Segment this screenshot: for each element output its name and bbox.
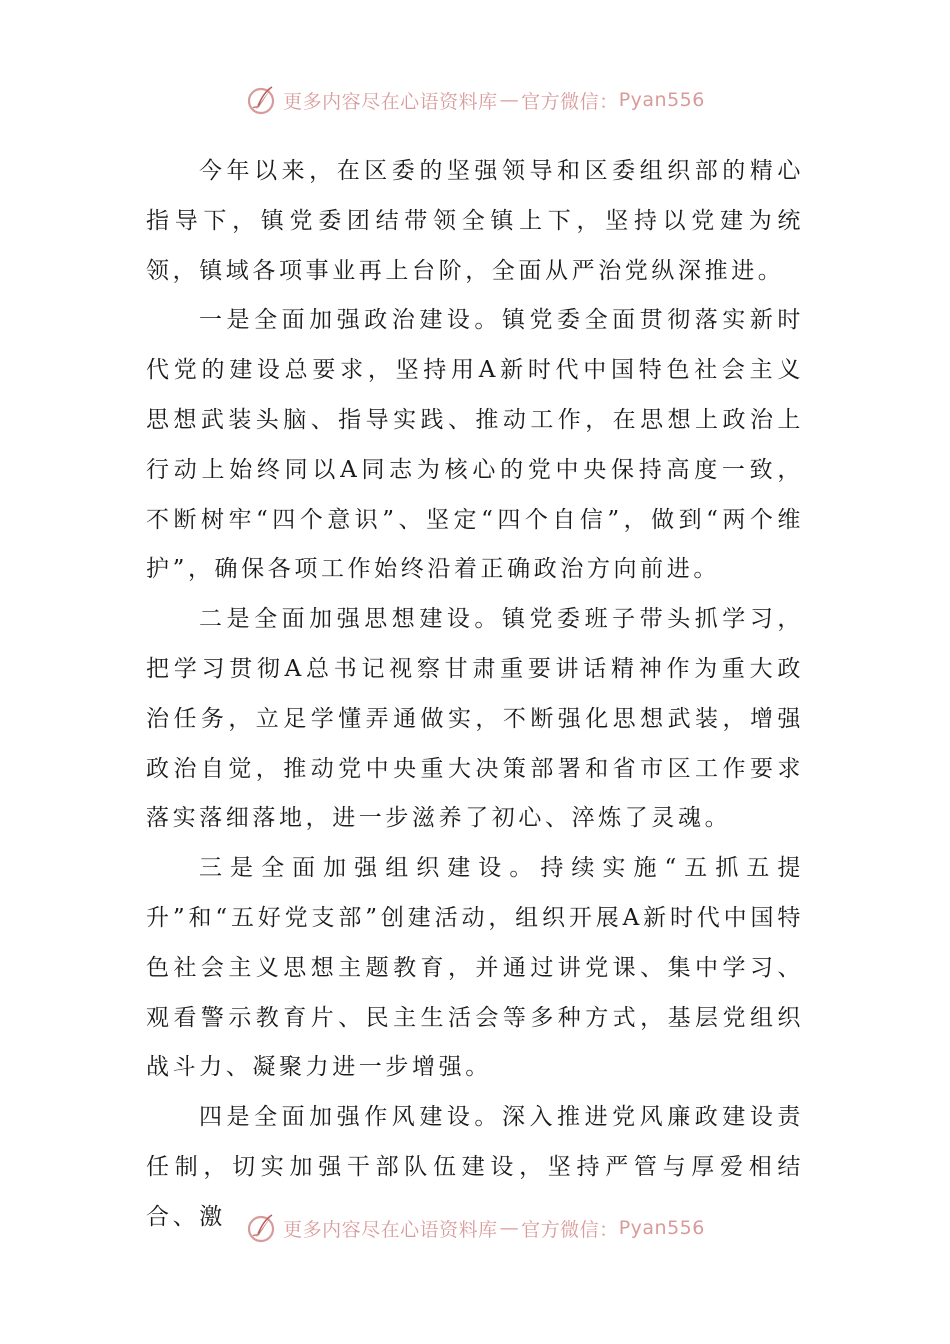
watermark-separator: — [499, 1217, 520, 1239]
watermark-contact-label: 官方微信： [521, 90, 619, 113]
quill-logo-icon [245, 1212, 277, 1244]
paragraph-work-style-building: 四是全面加强作风建设。深入推进党风廉政建设责任制，切实加强干部队伍建设，坚持严管与厚爱相结合、激 [146, 1104, 804, 1230]
quill-logo-icon [245, 84, 277, 116]
watermark-footer [0, 1212, 950, 1244]
paragraph-organizational-building: 三是全面加强组织建设。持续实施“五抓五提升”和“五好党支部”创建活动，组织开展A新时代中国特色社会主义思想主题教育，并通过讲党课、集中学习、观看警示教育片、民主生活会等多种方式，基层党组织战斗力、凝聚力进一步增强。 [146, 855, 804, 1081]
watermark-text: 更多内容尽在心语资料库 [283, 90, 498, 113]
document-body [146, 147, 804, 1243]
paragraph-intro: 今年以来，在区委的坚强领导和区委组织部的精心指导下，镇党委团结带领全镇上下，坚持以党建为统领，镇域各项事业再上台阶，全面从严治党纵深推进。 [146, 158, 804, 284]
watermark-contact-id: Pyan556 [618, 89, 705, 111]
watermark-header [0, 84, 950, 116]
paragraph-ideological-building: 二是全面加强思想建设。镇党委班子带头抓学习，把学习贯彻A总书记视察甘肃重要讲话精神作为重大政治任务，立足学懂弄通做实，不断强化思想武装，增强政治自觉，推动党中央重大决策部署和省市区工作要求落实落细落地，进一步滋养了初心、淬炼了灵魂。 [146, 606, 804, 832]
watermark-contact-label: 官方微信： [521, 1218, 619, 1241]
watermark-text: 更多内容尽在心语资料库 [283, 1218, 498, 1241]
paragraph-political-building: 一是全面加强政治建设。镇党委全面贯彻落实新时代党的建设总要求，坚持用A新时代中国特色社会主义思想武装头脑、指导实践、推动工作，在思想上政治上行动上始终同以A同志为核心的党中央保持高度一致，不断树牢“四个意识”、坚定“四个自信”，做到“两个维护”，确保各项工作始终沿着正确政治方向前进。 [146, 307, 804, 583]
watermark-separator: — [499, 89, 520, 111]
watermark-contact-id: Pyan556 [618, 1217, 705, 1239]
